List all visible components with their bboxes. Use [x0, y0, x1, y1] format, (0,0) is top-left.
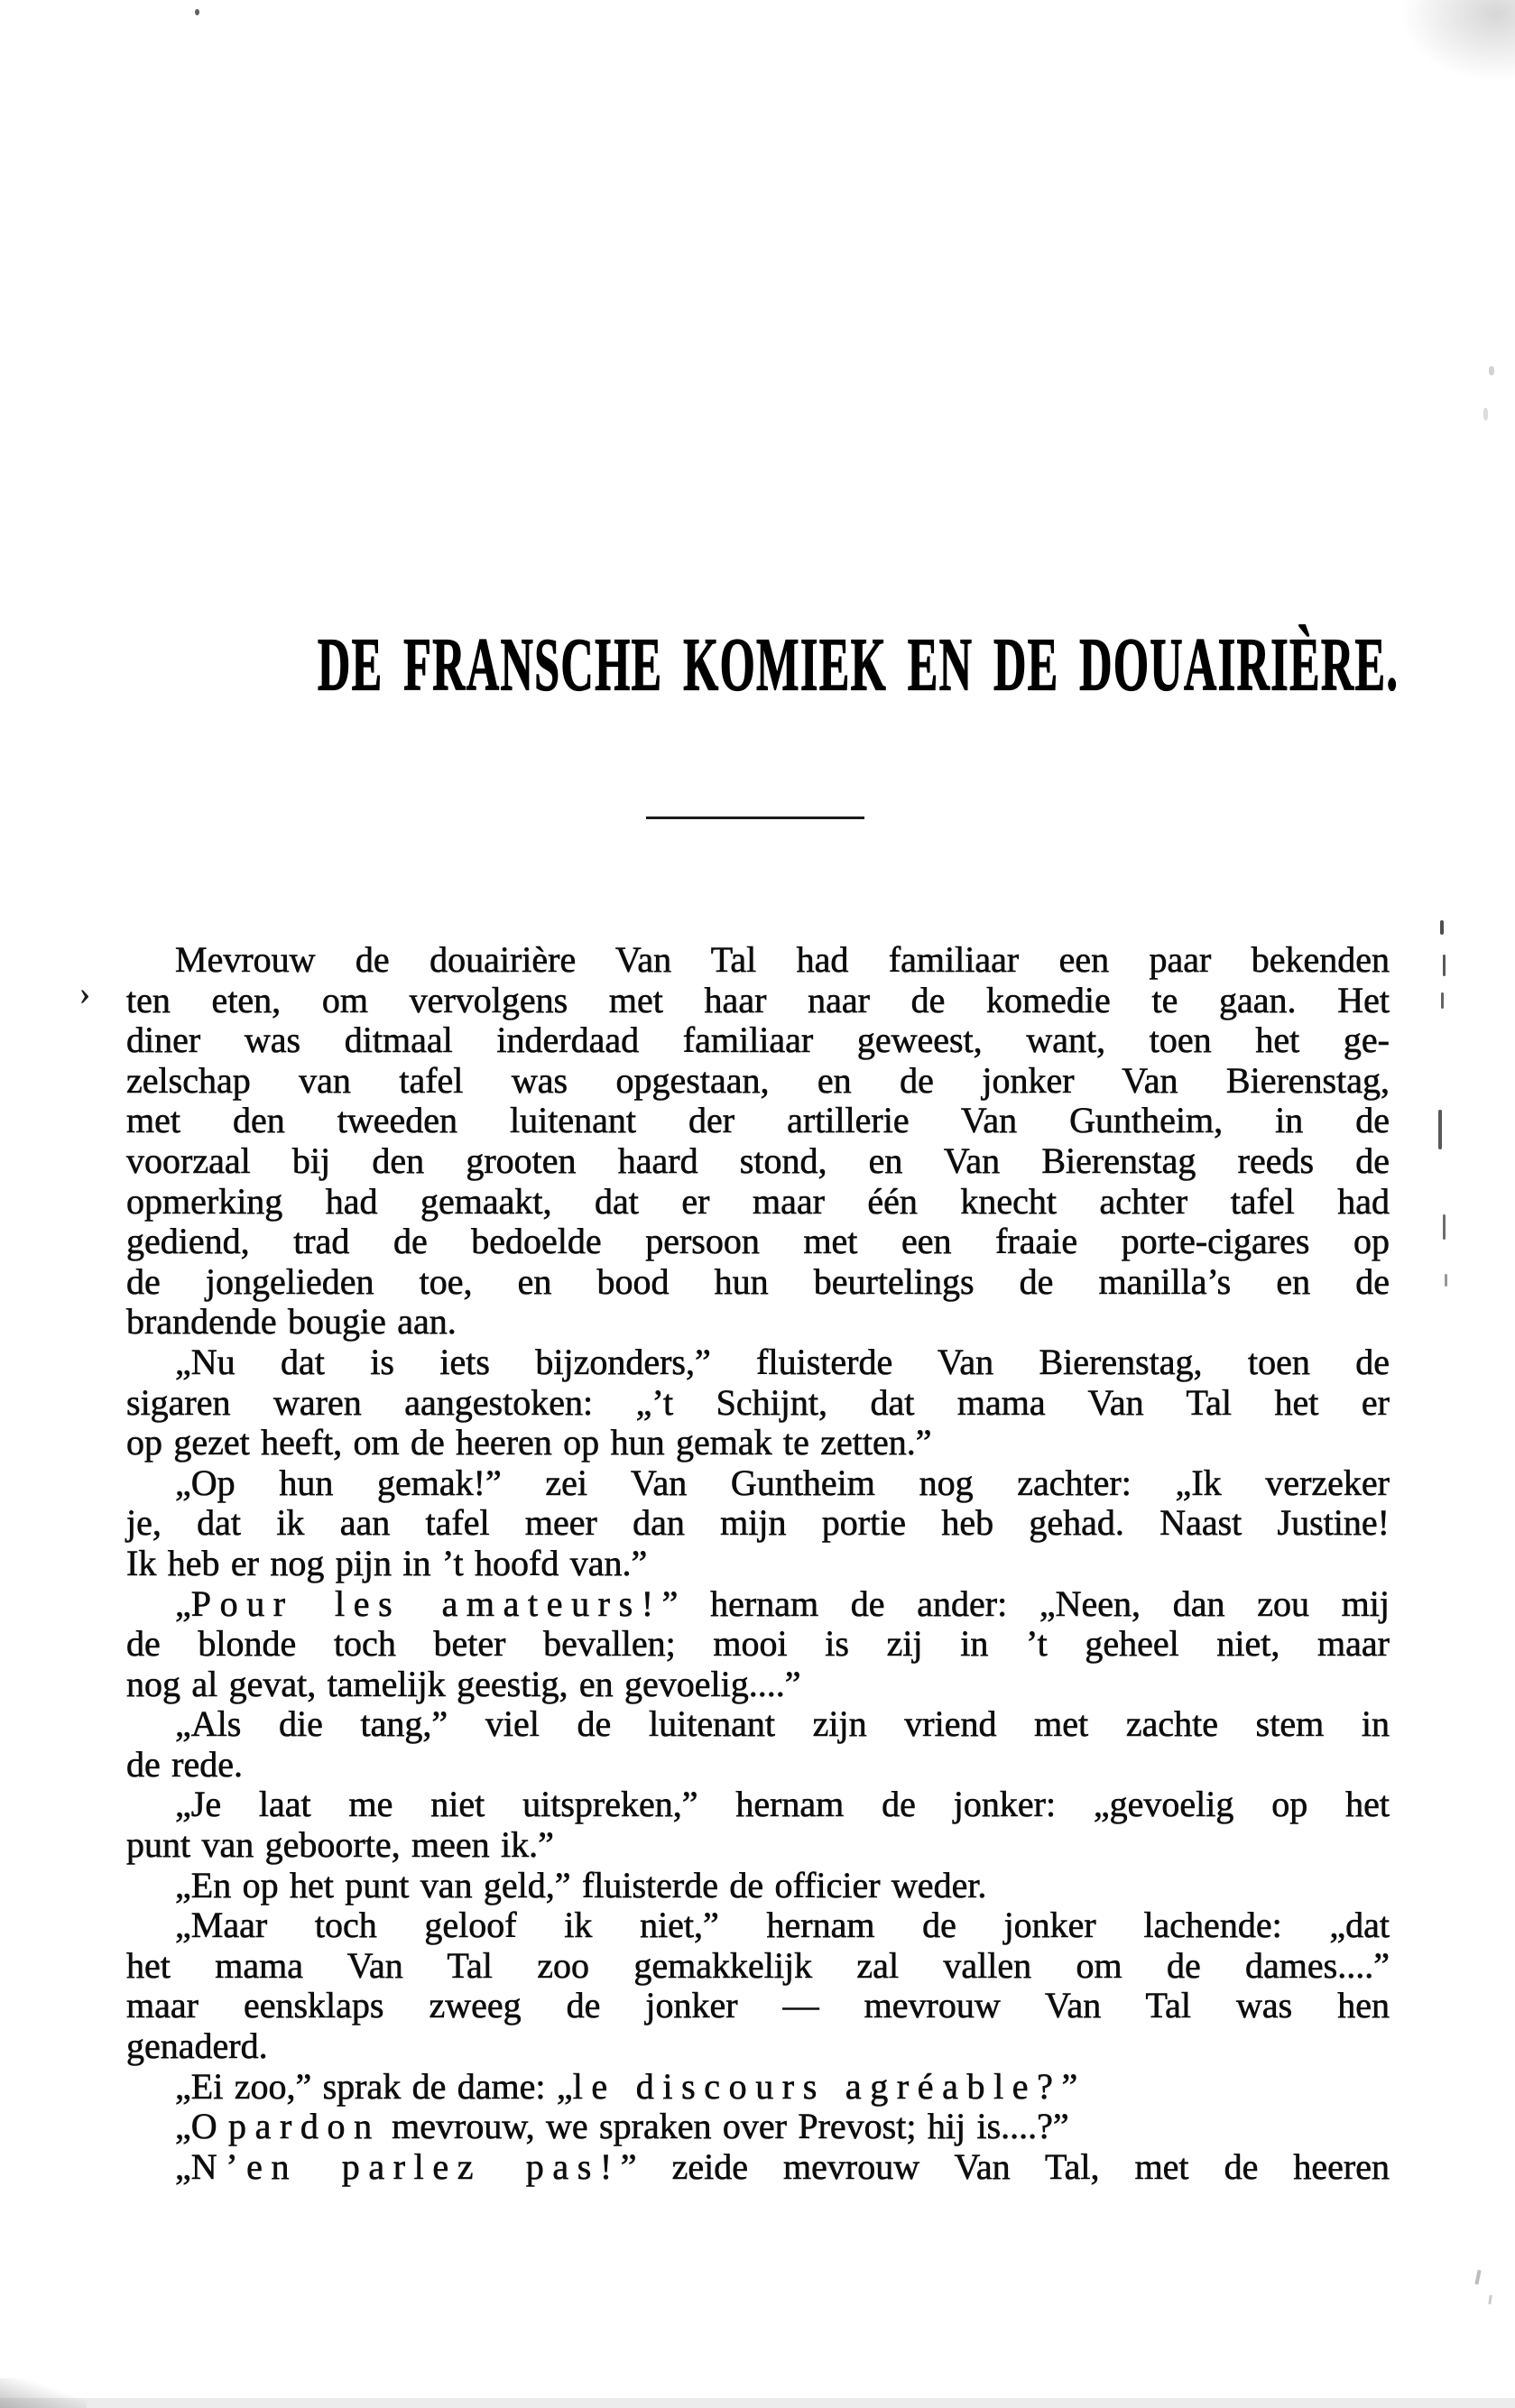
text-segment: „Nu dat is iets bijzonders,” fluisterde Van Bierenstag, toen de	[175, 1341, 1390, 1382]
text-line	[126, 1061, 1390, 1102]
text-line	[126, 1182, 1390, 1222]
text-line	[126, 1101, 1390, 1141]
title-divider-rule	[646, 817, 864, 819]
text-line	[126, 1141, 1390, 1182]
text-segment: de rede.	[126, 1743, 243, 1785]
scan-artifact	[0, 2398, 1515, 2408]
text-segment: zelschap van tafel was opgestaan, en de jonker Van Bierenstag,	[126, 1059, 1390, 1101]
text-segment: sigaren waren aangestoken: „’t Schijnt, dat mama Van Tal het er	[126, 1381, 1390, 1423]
text-line	[126, 1503, 1390, 1544]
text-segment: „O	[175, 2106, 229, 2147]
text-segment: je, dat ik aan tafel meer dan mijn portie heb gehad. Naast Justine!	[126, 1502, 1390, 1544]
text-segment: met den tweeden luitenant der artillerie Van Guntheim, in de	[126, 1100, 1390, 1141]
text-line	[126, 1825, 1390, 1866]
text-line	[126, 1946, 1390, 1987]
text-segment: „Maar toch geloof ik niet,” hernam de jonker lachende: „dat	[175, 1905, 1390, 1946]
text-segment: nog al gevat, tamelijk geestig, en gevoelig....”	[126, 1663, 801, 1704]
paragraph	[126, 1463, 1390, 1584]
text-segment: „	[175, 2145, 191, 2187]
text-segment: de blonde toch beter bevallen; mooi is zij in ’t geheel niet, maar	[126, 1623, 1390, 1665]
text-line	[126, 2026, 1390, 2067]
text-line	[126, 1624, 1390, 1665]
text-line	[126, 981, 1390, 1021]
text-line	[126, 940, 1390, 981]
text-segment: ten eten, om vervolgens met haar naar de komedie te gaan. Het	[126, 979, 1390, 1020]
scan-artifact	[1483, 408, 1488, 420]
text-line	[126, 2067, 1390, 2108]
text-segment: mevrouw, we spraken over Prevost; hij is....?”	[380, 2106, 1069, 2147]
scan-artifact	[1438, 1110, 1442, 1149]
text-segment: gediend, trad de bedoelde persoon met een fraaie porte-cigares op	[126, 1221, 1390, 1262]
text-segment: brandende bougie aan.	[126, 1301, 457, 1342]
body-text	[126, 940, 1390, 2187]
paragraph	[126, 940, 1390, 1342]
emphasized-phrase: le discours agréable?	[572, 2065, 1062, 2107]
text-line	[126, 2107, 1390, 2147]
text-segment: ” hernam de ander: „Neen, dan zou mij	[661, 1582, 1390, 1624]
scan-artifact	[1489, 366, 1494, 375]
text-line	[126, 1986, 1390, 2026]
emphasized-phrase: N’en parlez pas!	[190, 2145, 621, 2187]
scan-artifact	[1445, 1274, 1447, 1287]
text-line	[126, 1584, 1390, 1625]
margin-mark: ›	[79, 975, 90, 1011]
text-line	[126, 1704, 1390, 1745]
text-segment: de jongelieden toe, en bood hun beurtelings de manilla’s en de	[126, 1260, 1390, 1302]
text-segment: punt van geboorte, meen ik.”	[126, 1824, 554, 1866]
text-segment: „En op het punt van geld,” fluisterde de officier weder.	[175, 1864, 987, 1905]
text-segment: maar eensklaps zweeg de jonker — mevrouw Van Tal was hen	[126, 1985, 1390, 2026]
text-line	[126, 1544, 1390, 1584]
text-line	[126, 1302, 1390, 1342]
text-line	[126, 1745, 1390, 1785]
text-line	[126, 1020, 1390, 1061]
text-segment: genaderd.	[126, 2025, 268, 2067]
text-segment: Mevrouw de douairière Van Tal had familiaar een paar bekenden	[175, 939, 1390, 980]
scan-artifact	[1440, 920, 1444, 935]
paragraph	[126, 2147, 1390, 2188]
emphasized-phrase: Pour les amateurs!	[190, 1582, 662, 1624]
scan-artifact	[1488, 2295, 1492, 2304]
scan-artifact	[1389, 0, 1515, 90]
text-line	[126, 1342, 1390, 1383]
text-segment: het mama Van Tal zoo gemakkelijk zal vallen om de dames....”	[126, 1944, 1390, 1986]
page-title: DE FRANSCHE KOMIEK EN DE DOUAIRIÈRE.	[317, 623, 1400, 707]
text-line	[126, 1665, 1390, 1705]
emphasized-phrase: pardon	[228, 2106, 381, 2147]
text-segment: „Op hun gemak!” zei Van Guntheim nog zachter: „Ik verzeker	[175, 1462, 1390, 1503]
text-segment: diner was ditmaal inderdaad familiaar geweest, want, toen het ge-	[126, 1019, 1390, 1061]
text-segment: „Je laat me niet uitspreken,” hernam de jonker: „gevoelig op het	[175, 1784, 1390, 1825]
paragraph	[126, 1704, 1390, 1785]
text-segment: opmerking had gemaakt, dat er maar één knecht achter tafel had	[126, 1180, 1390, 1222]
text-segment: voorzaal bij den grooten haard stond, en Van Bierenstag reeds de	[126, 1139, 1390, 1181]
paragraph	[126, 1342, 1390, 1463]
scan-artifact	[195, 9, 199, 15]
scan-artifact	[1474, 2270, 1481, 2284]
paragraph	[126, 1584, 1390, 1705]
paragraph	[126, 2107, 1390, 2147]
text-segment: op gezet heeft, om de heeren op hun gemak te zetten.”	[126, 1422, 932, 1463]
paragraph	[126, 1905, 1390, 2066]
paragraph	[126, 1866, 1390, 1906]
text-line	[126, 1785, 1390, 1825]
text-line	[126, 1423, 1390, 1463]
text-line	[126, 2147, 1390, 2188]
paragraph	[126, 2067, 1390, 2108]
text-line	[126, 1262, 1390, 1303]
text-line	[126, 1222, 1390, 1262]
paragraph	[126, 1785, 1390, 1865]
text-segment: „Ei zoo,” sprak de dame: „	[175, 2065, 573, 2107]
scan-artifact	[1443, 1214, 1446, 1240]
text-segment: Ik heb er nog pijn in ’t hoofd van.”	[126, 1542, 648, 1583]
text-segment: „Als die tang,” viel de luitenant zijn vriend met zachte stem in	[175, 1703, 1390, 1745]
text-segment: „	[175, 1582, 191, 1624]
text-line	[126, 1905, 1390, 1946]
text-segment: ” zeide mevrouw Van Tal, met de heeren	[620, 2145, 1390, 2187]
scan-artifact	[1441, 992, 1444, 1009]
text-segment: ”	[1061, 2065, 1078, 2107]
text-line	[126, 1866, 1390, 1906]
page-title-wrap	[0, 623, 1515, 705]
text-line	[126, 1383, 1390, 1424]
scan-artifact	[1443, 955, 1446, 976]
text-line	[126, 1463, 1390, 1504]
